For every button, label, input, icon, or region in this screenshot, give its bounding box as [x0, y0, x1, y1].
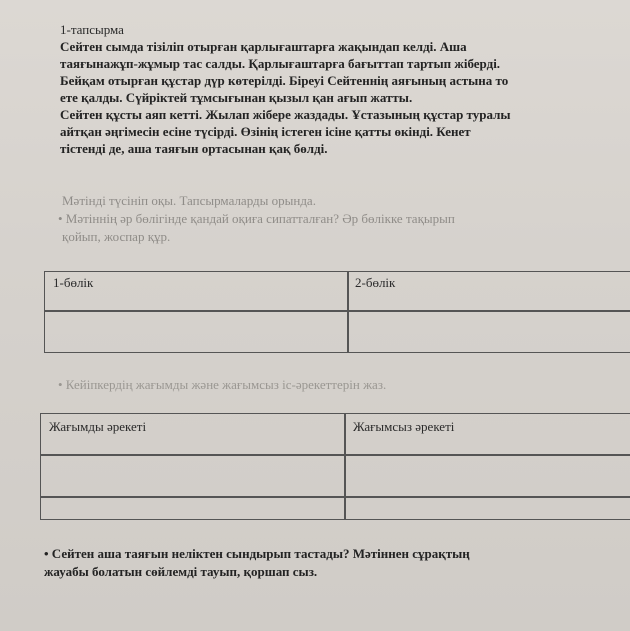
text-line-4: ете қалды. Сүйріктей тұмсығынан қызыл қан ағып жатты. [60, 90, 413, 105]
bullet-3-line-1: • Сейтен аша таяғын неліктен сындырып тастады? Мәтіннен сұрақтың [44, 546, 470, 561]
task-title: 1-тапсырма [60, 22, 124, 37]
text-line-3: Бейқам отырған құстар дүр көтерілді. Біреуі Сейтеннің аяғының астына то [60, 73, 509, 88]
text-line-5: Сейтен құсты аяп кетті. Жылап жібере жаздады. Ұстазының құстар туралы [60, 107, 511, 122]
parts-table-header-2: 2-бөлік [355, 275, 396, 290]
bullet-1-line-1: • Мәтіннің әр бөлігінде қандай оқиға сипатталған? Әр бөлікке тақырып [58, 211, 455, 226]
bullet-3-line-2: жауабы болатын сөйлемді тауып, қоршап сыз. [44, 564, 318, 579]
actions-table-header-2: Жағымсыз әрекеті [353, 419, 455, 434]
bullet-1-line-2: қойып, жоспар құр. [62, 229, 171, 244]
actions-table-header-1: Жағымды әрекеті [49, 419, 147, 434]
text-line-1: Сейтен сымда тізіліп отырған қарлығаштарға жақындап келді. Аша [60, 39, 467, 54]
text-line-2: таяғынажұп-жұмыр тас салды. Қарлығаштарға бағыттап тартып жіберді. [60, 56, 501, 71]
bullet-2: • Кейіпкердің жағымды және жағымсыз іс-әрекеттерін жаз. [58, 377, 387, 392]
parts-table [44, 271, 630, 353]
instruction-line: Мәтінді түсініп оқы. Тапсырмаларды орында. [62, 193, 316, 208]
text-line-6: айтқан әңгімесін есіне түсірді. Өзінің істеген ісіне қатты өкінді. Кенет [60, 124, 471, 139]
parts-table-header-1: 1-бөлік [53, 275, 94, 290]
actions-table [40, 413, 630, 520]
text-line-7: тістенді де, аша таяғын ортасынан қақ бөлді. [60, 141, 328, 156]
